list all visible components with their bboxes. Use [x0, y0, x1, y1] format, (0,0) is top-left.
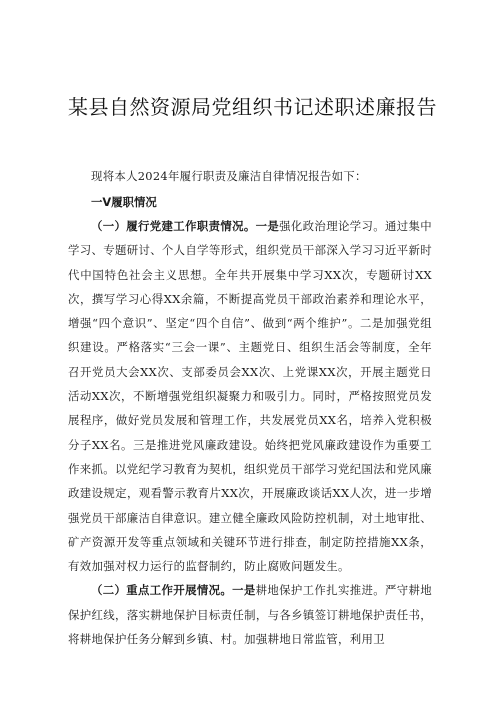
lead-in-2: 一是 — [232, 583, 256, 598]
paragraph-2-text: 耕地保护工作扎实推进。严守耕地保护红线，落实耕地保护目标责任制，与各乡镇签订耕地保护责任书，将耕地保护任务分解到乡镇、村。加强耕地日常监管，利用卫 — [68, 583, 433, 647]
document-title: 某县自然资源局党组织书记述职述廉报告 — [68, 95, 437, 119]
sub-heading-2: （二）重点工作开展情况。 — [91, 583, 233, 598]
section-heading: 一V履职情况 — [91, 195, 157, 209]
sub-heading-1: （一）履行党建工作职责情况。 — [91, 219, 256, 233]
body-paragraph-1 — [68, 214, 432, 578]
intro-paragraph: 现将本人2024年履行职责及廉洁自律情况报告如下： — [91, 169, 367, 183]
body-paragraph-2 — [68, 578, 432, 651]
lead-in-1: 一是 — [255, 219, 280, 233]
paragraph-1-text: 强化政治理论学习。通过集中学习、专题研讨、个人自学等形式，组织党员干部深入学习习近平新时代中国特色社会主义思想。全年共开展集中学习XX次，专题研讨XX次，撰写学习心得XX余篇，不断提高党员干部政治素养和理论水平，增强“四个意识”、坚定“四个自信”、做到“两个维护”。二是加强党组织建设。严格落实“三会一课”、主题党日、组织生活会等制度，全年召开党员大会XX次、支部委员会XX次、上党课XX次，开展主题党日活动XX次，不断增强党组织凝聚力和吸引力。同时，严格按照党员发展程序，做好党员发展和管理工作，共发展党员XX名，培养入党积极分子XX名。三是推进党风廉政建设。始终把党风廉政建设作为重要工作来抓。以党纪学习教育为契机，组织党员干部学习党纪国法和党风廉政建设规定，观看警示教育片XX次，开展廉政谈话XX人次，进一步增强党员干部廉洁自律意识。建立健全廉政风险防控机制，对土地审批、矿产资源开发等重点领域和关键环节进行排查，制定防控措施XX条，有效加强对权力运行的监督制约，防止腐败问题发生。 — [68, 219, 432, 574]
